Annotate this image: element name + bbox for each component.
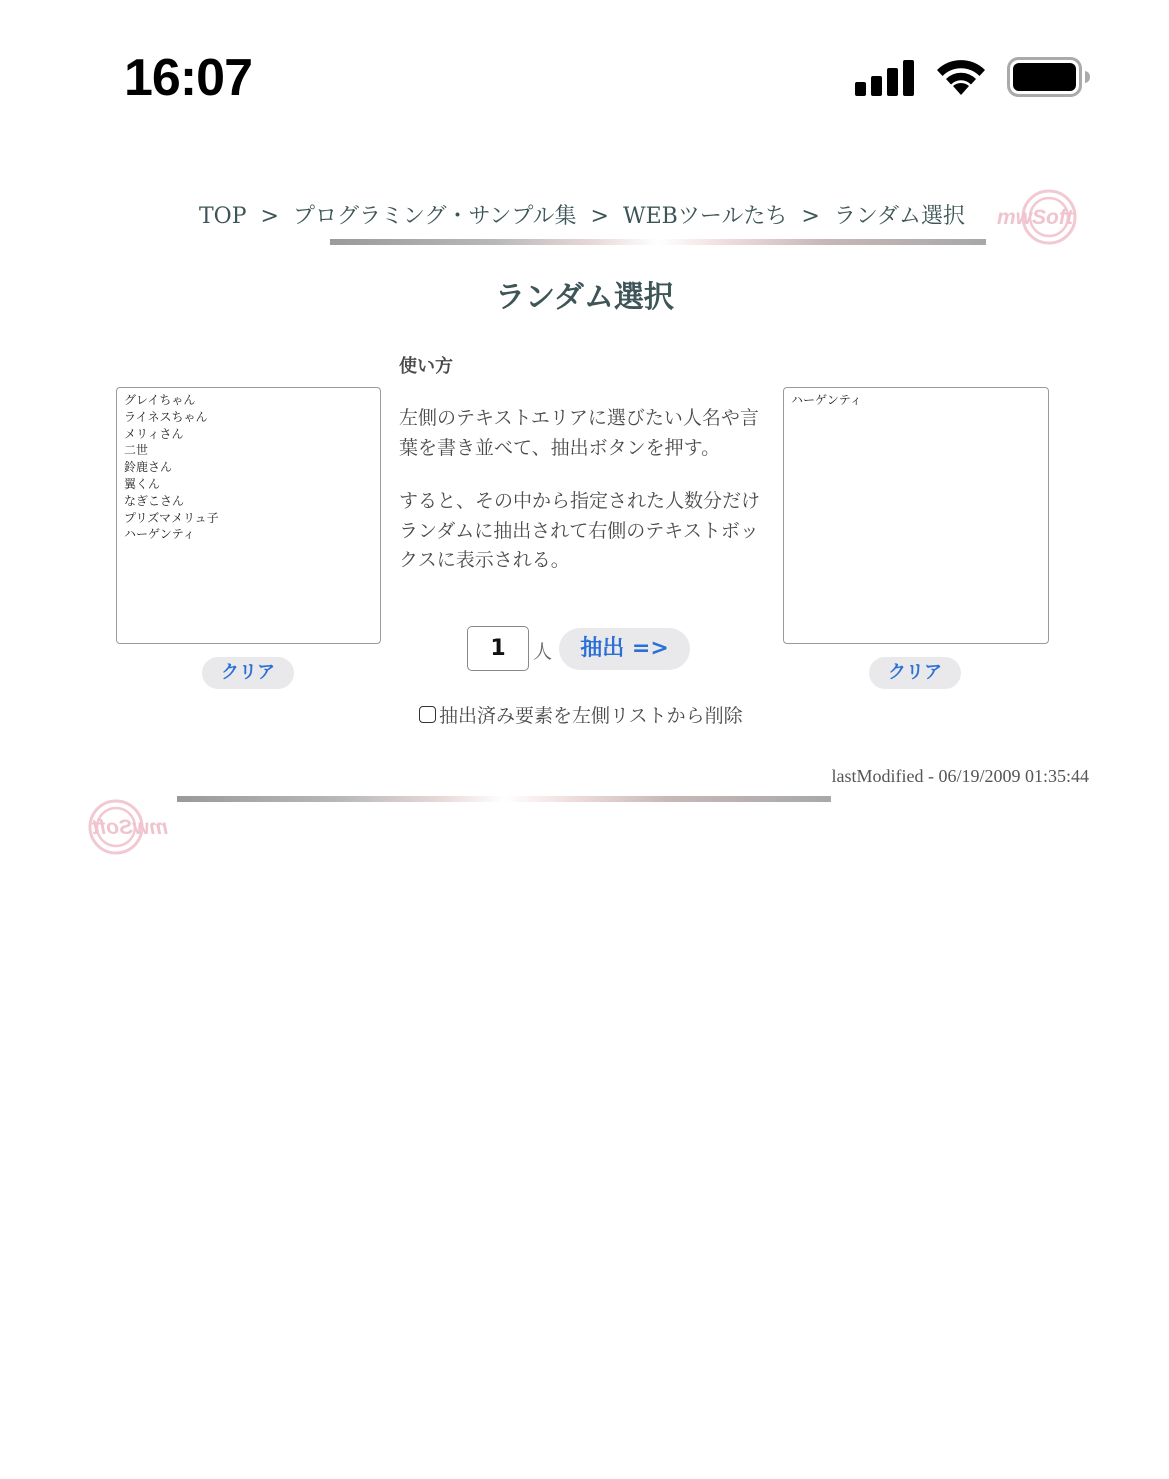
source-list-textarea[interactable] xyxy=(116,387,381,644)
extract-button[interactable]: 抽出 => xyxy=(559,628,690,670)
result-list-textarea[interactable] xyxy=(783,387,1049,644)
breadcrumb-current: ランダム選択 xyxy=(833,204,965,229)
svg-text:mwSoft: mwSoft xyxy=(997,206,1073,229)
header-divider xyxy=(330,239,986,245)
breadcrumb-separator: > xyxy=(801,204,820,229)
breadcrumb-separator: > xyxy=(590,204,609,229)
status-time: 16:07 xyxy=(124,49,252,107)
breadcrumb-link-top[interactable]: TOP xyxy=(199,204,247,229)
cellular-signal-icon xyxy=(855,58,915,96)
breadcrumb xyxy=(199,199,965,230)
mwsoft-logo-footer[interactable] xyxy=(76,798,172,856)
page-title: ランダム選択 xyxy=(495,280,674,315)
svg-text:mwSoft: mwSoft xyxy=(92,816,168,839)
usage-paragraph-1: 左側のテキストエリアに選びたい人名や言葉を書き並べて、抽出ボタンを押す。 xyxy=(399,407,759,459)
count-unit-label: 人 xyxy=(533,641,553,663)
clear-left-button[interactable]: クリア xyxy=(202,657,294,689)
usage-paragraph-2: すると、その中から指定された人数分だけランダムに抽出されて右側のテキストボックスに表示される。 xyxy=(399,490,761,571)
pick-count-input[interactable] xyxy=(467,626,529,671)
breadcrumb-separator: > xyxy=(260,204,279,229)
remove-extracted-label: 抽出済み要素を左側リストから削除 xyxy=(439,705,743,727)
wifi-icon xyxy=(933,55,989,97)
footer-divider xyxy=(177,796,831,802)
breadcrumb-link-programming-samples[interactable]: プログラミング・サンプル集 xyxy=(292,204,577,229)
breadcrumb-link-web-tools[interactable]: WEBツールたち xyxy=(622,204,788,229)
remove-extracted-checkbox[interactable] xyxy=(419,706,436,723)
last-modified-text: lastModified - 06/19/2009 01:35:44 xyxy=(831,766,1089,786)
remove-extracted-option[interactable] xyxy=(419,701,743,728)
battery-icon xyxy=(1007,57,1091,97)
mwsoft-logo[interactable] xyxy=(993,188,1089,246)
usage-heading: 使い方 xyxy=(399,356,453,377)
clear-right-button[interactable]: クリア xyxy=(869,657,961,689)
